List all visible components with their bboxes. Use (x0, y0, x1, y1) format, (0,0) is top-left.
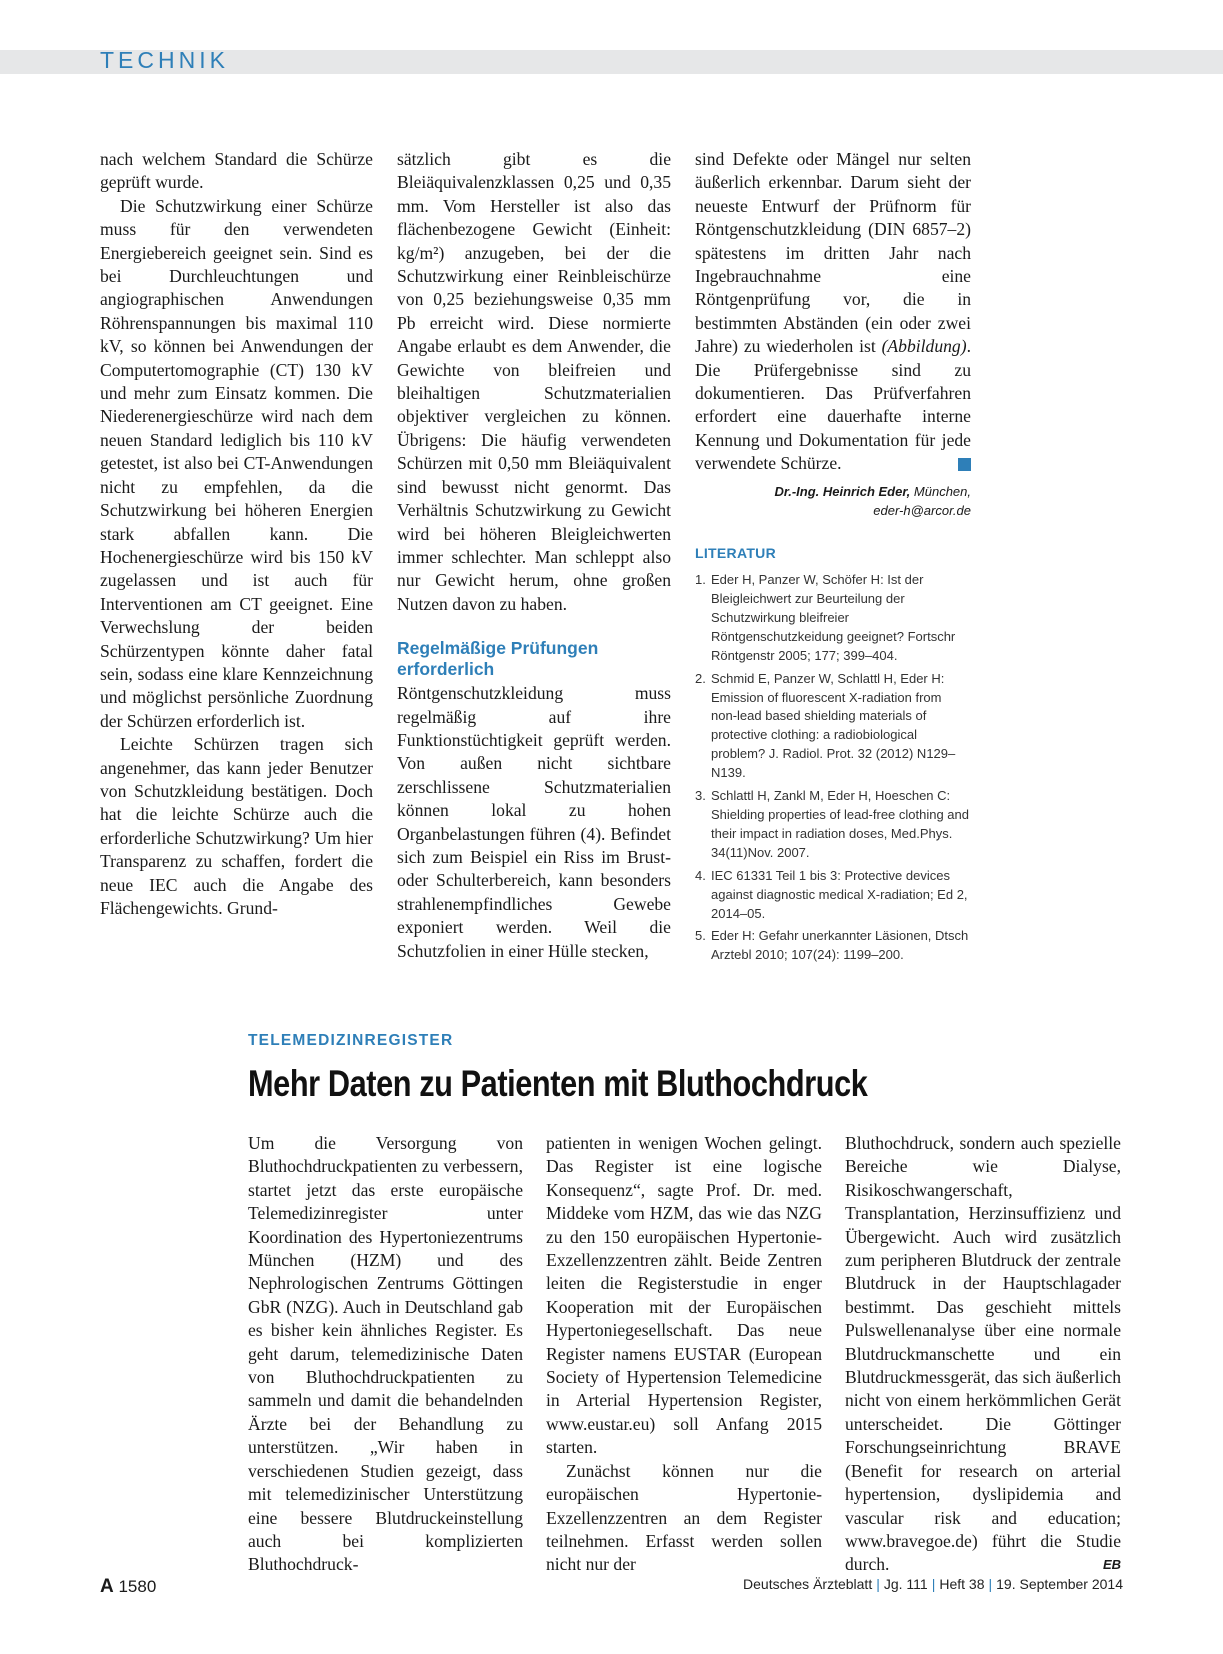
reference-item (695, 867, 971, 924)
author-email: eder-h@arcor.de (873, 502, 971, 518)
article2-kicker: TELEMEDIZINREGISTER (248, 1032, 454, 1049)
reference-item (695, 670, 971, 783)
paragraph (845, 1132, 1121, 1577)
reference-number: 2. (695, 670, 706, 686)
end-of-article-icon (958, 458, 971, 471)
article2-column-2 (546, 1132, 822, 1577)
author-initials: EB (1102, 1557, 1121, 1573)
reference-number: 4. (695, 867, 706, 883)
reference-text: Schlattl H, Zankl M, Eder H, Hoeschen C: Shielding properties of lead-free clothing and their impact in radiation doses, Med.Phys. 34(11)Nov. 2007. (711, 788, 970, 860)
page-number-value: 1580 (118, 1577, 157, 1596)
figure-reference: (Abbildung) (881, 336, 967, 357)
reference-text: Eder H, Panzer W, Schöfer H: Ist der Bleigleichwert zur Beurteilung der Schutzwirkung bleifreier Röntgenschutzkeidung geeignet? Fortschr Röntgenstr 2005; 177; 399–404. (711, 572, 956, 663)
text-run: . Die Prüfergebnisse sind zu dokumentieren. Das Prüfverfahren erfordert eine dauerhafte interne Kennung und Dokumentation für jede verwendete Schürze. (695, 336, 971, 474)
text-run: Bluthochdruck, sondern auch spezielle Bereiche wie Dialyse, Risikoschwangerschaft, Transplantation, Herzinsuffizienz und Übergewicht. Auch wird zusätzlich zum peripheren Blutdruck der zentrale Blutdruck in der Hauptschlagader bestimmt. Das geschieht mittels Pulswellenanalyse über eine normale Blutdruckmanschette und ein Blutdruckmessgerät, das sich äußerlich nicht von einem herkömmlichen Gerät unterscheidet. Die Göttinger Forschungseinrichtung BRAVE (Benefit for research on arterial hypertension, dyslipidemia and vascular risk and education; www.bravegoe.de) führt die Studie durch. (845, 1133, 1121, 1575)
article1-column-1 (100, 148, 373, 920)
journal-issue: Heft 38 (939, 1576, 985, 1592)
reference-text: IEC 61331 Teil 1 bis 3: Protective devices against diagnostic medical X-radiation; Ed 2, 2014–05. (711, 867, 968, 921)
article1-column-2 (397, 148, 671, 963)
reference-item (695, 927, 971, 965)
text-run: sind Defekte oder Mängel nur selten äußerlich erkennbar. Darum sieht der neueste Entwurf der Prüfnorm für Röntgenschutzkleidung (DIN 6857–2) spätestens im dritten Jahr nach Ingebrauchnahme eine Röntgenprüfung vor, die in bestimmten Abständen (ein oder zwei Jahre) zu wiederholen ist (695, 149, 971, 357)
reference-item (695, 571, 971, 666)
reference-item (695, 787, 971, 863)
separator: | (931, 1576, 936, 1592)
article2-column-3 (845, 1132, 1121, 1577)
page-letter: A (100, 1576, 114, 1597)
reference-number: 1. (695, 572, 706, 588)
article2-title: Mehr Daten zu Patienten mit Bluthochdruck (248, 1063, 868, 1104)
author-name: Dr.-Ing. Heinrich Eder, (774, 483, 911, 499)
journal-date: 19. September 2014 (996, 1576, 1123, 1592)
paragraph: Röntgenschutzkleidung muss regelmäßig auf ihre Funktionstüchtigkeit geprüft werden. Von außen nicht sichtbare zerschlissene Schutzmaterialien können lokal zu hohen Organbelastungen führen (4). Befindet sich zum Beispiel ein Riss im Brust- oder Schulterbereich, kann besonders strahlenempfindliches Gewebe exponiert werden. Weil die Schutzfolien in einer Hülle stecken, (397, 683, 671, 961)
reference-number: 3. (695, 788, 706, 804)
paragraph: Leichte Schürzen tragen sich angenehmer, das kann jeder Benutzer von Schutzkleidung bestätigen. Doch hat die leichte Schürze auch die erforderliche Schutzwirkung? Um hier Transparenz zu schaffen, fordert die neue IEC auch die Angabe des Flächengewichts. Grund- (100, 734, 373, 918)
page-number (100, 1576, 156, 1598)
paragraph: nach welchem Standard die Schürze geprüft wurde. (100, 149, 373, 193)
article1-column-3 (695, 148, 971, 969)
paragraph: sätzlich gibt es die Bleiäquivalenzklassen 0,25 und 0,35 mm. Vom Hersteller ist also das flächenbezogene Gewicht (Einheit: kg/m²) anzugeben, bei der die Schutzwirkung einer Reinbleischürze von 0,25 beziehungsweise 0,35 mm Pb erreicht wird. Diese normierte Angabe erlaubt es dem Anwender, die Gewichte von bleifreien und bleihaltigen Schutzmaterialien objektiver vergleichen zu können. Übrigens: Die häufig verwendeten Schürzen mit 0,50 mm Bleiäquivalent sind bewusst nicht genormt. Das Verhältnis Schutzwirkung zu Gewicht wird bei höheren Bleigleichwerten immer schlechter. Man schleppt also nur Gewicht herum, ohne großen Nutzen davon zu haben. (397, 149, 671, 614)
separator: | (876, 1576, 880, 1592)
journal-info (743, 1576, 1123, 1592)
subheading: Regelmäßige Prüfungen erforderlich (397, 638, 599, 680)
paragraph: patienten in wenigen Wochen gelingt. Das Register ist eine logische Konsequenz“, sagte Prof. Dr. med. Middeke vom HZM, das wie das NZG zu den 150 europäischen Hypertonie-Exzellenzzentren zählt. Beide Zentren leiten die Registerstudie in enger Kooperation mit der Europäischen Hypertoniegesellschaft. Das neue Register namens EUSTAR (European Society of Hypertension Telemedicine in Arterial Hypertension Register, www.eustar.eu) soll Anfang 2015 starten. (546, 1133, 822, 1458)
paragraph: Um die Versorgung von Bluthochdruckpatienten zu verbessern, startet jetzt das erste europäische Telemedizinregister unter Koordination des Hypertoniezentrums München (HZM) und des Nephrologischen Zentrums Göttingen GbR (NZG). Auch in Deutschland gab es bisher kein ähnliches Register. Es geht darum, telemedizinische Daten von Bluthochdruckpatienten zu sammeln und damit die behandelnden Ärzte bei der Behandlung zu unterstützen. „Wir haben in verschiedenen Studien gezeigt, dass mit telemedizinischer Unterstützung eine bessere Blutdruckeinstellung auch bei komplizierten Bluthochdruck- (248, 1133, 523, 1575)
author-city: München, (910, 483, 971, 499)
paragraph (695, 148, 971, 476)
separator: | (988, 1576, 993, 1592)
author-byline (695, 482, 971, 520)
journal-name: Deutsches Ärzteblatt (743, 1576, 873, 1592)
literature-heading: LITERATUR (695, 544, 776, 561)
paragraph: Die Schutzwirkung einer Schürze muss für den verwendeten Energiebereich geeignet sein. Sind es bei Durchleuchtungen und angiographischen Anwendungen Röhrenspannungen bis maximal 110 kV, so können bei Anwendungen der Computertomographie (CT) 130 kV und mehr zum Einsatz kommen. Die Niederenergieschürze wird nach dem neuen Standard lediglich bis 110 kV getestet, ist also bei CT-Anwendungen nicht zu empfehlen, da die Schutzwirkung bei höheren Energien stark abfallen kann. Die Hochenergieschürze wird bis 150 kV zugelassen und ist auch für Interventionen am CT geeignet. Eine Verwechslung der beiden Schürzentypen könnte daher fatal sein, sodass eine klare Kennzeichnung und möglichst persönliche Zuordnung der Schürzen erforderlich ist. (100, 195, 373, 731)
reference-text: Schmid E, Panzer W, Schlattl H, Eder H: Emission of fluorescent X-radiation from non-lead based shielding materials of protective clothing: a radiobiological problem? J. Radiol. Prot. 32 (2012) N129–N139. (711, 670, 956, 781)
section-label: TECHNIK (100, 47, 229, 73)
journal-volume: Jg. 111 (883, 1576, 928, 1592)
article2-column-1 (248, 1132, 523, 1577)
reference-number: 5. (695, 928, 706, 944)
reference-list (695, 571, 971, 965)
reference-text: Eder H: Gefahr unerkannter Läsionen, Dtsch Arztebl 2010; 107(24): 1199–200. (711, 928, 969, 963)
paragraph: Zunächst können nur die europäischen Hypertonie-Exzellenzzentren an dem Register teilnehmen. Erfasst werden sollen nicht nur der (546, 1460, 822, 1575)
